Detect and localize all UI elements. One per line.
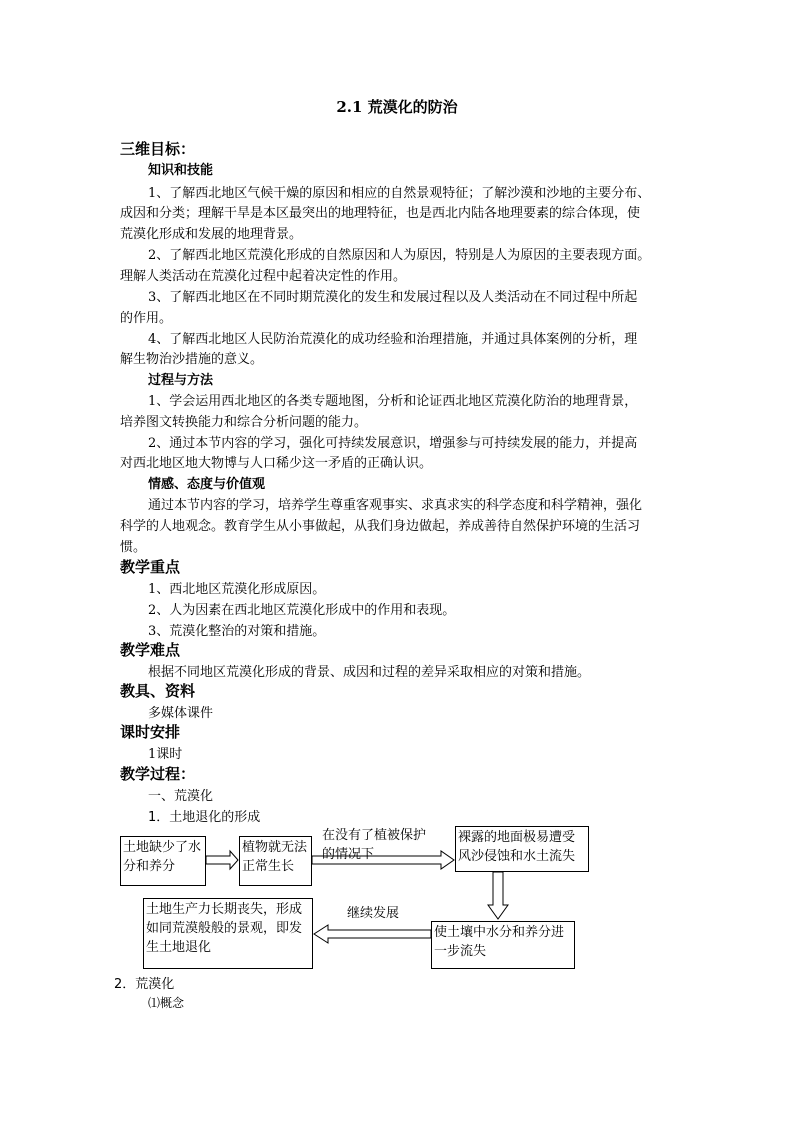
arrow-down <box>488 872 508 919</box>
knowledge-heading: 知识和技能 <box>148 163 214 178</box>
materials-heading: 教具、资料 <box>120 682 196 700</box>
teaching-process-heading: 教学过程： <box>120 765 196 783</box>
attitude-heading: 情感、态度与价值观 <box>148 477 266 492</box>
process-method-line: 对西北地区地大物博与人口稀少这一矛盾的正确认识。 <box>120 456 433 471</box>
knowledge-line: 荒漠化形成和发展的地理背景。 <box>120 227 303 242</box>
knowledge-line: 的作用。 <box>120 311 173 326</box>
knowledge-line: 4、了解西北地区人民防治荒漠化的成功经验和治理措施，并通过具体案例的分析，理 <box>148 332 638 347</box>
key-point-line: 1、西北地区荒漠化形成原因。 <box>148 582 326 597</box>
arrow-right-2 <box>312 851 454 869</box>
flow-box-plants-fail: 植物就无法正常生长 <box>239 836 312 886</box>
key-point-line: 2、人为因素在西北地区荒漠化形成中的作用和表现。 <box>148 603 456 618</box>
page-title: 2.1 荒漠化的防治 <box>336 98 458 116</box>
knowledge-line: 2、了解西北地区荒漠化形成的自然原因和人为原因，特别是人为原因的主要表现方面。 <box>148 248 651 263</box>
knowledge-line: 3、了解西北地区在不同时期荒漠化的发生和发展过程以及人类活动在不同过程中所起 <box>148 290 638 305</box>
difficulties-heading: 教学难点 <box>120 641 181 659</box>
objectives-heading: 三维目标： <box>120 140 196 158</box>
difficulty-line: 根据不同地区荒漠化形成的背景、成因和过程的差异采取相应的对策和措施。 <box>148 665 591 680</box>
attitude-line: 通过本节内容的学习，培养学生尊重客观事实、求真求实的科学态度和科学精神，强化 <box>148 498 643 513</box>
materials-line: 多媒体课件 <box>148 706 214 721</box>
knowledge-line: 1、了解西北地区气候干燥的原因和相应的自然景观特征；了解沙漠和沙地的主要分布、 <box>148 186 651 201</box>
process-method-line: 培养图文转换能力和综合分析问题的能力。 <box>120 415 368 430</box>
knowledge-line: 解生物治沙措施的意义。 <box>120 352 264 367</box>
attitude-line: 惯。 <box>120 540 147 555</box>
flow-label-no-vegetation: 在没有了植被保护的情况下 <box>322 828 427 862</box>
flow-label-continue: 继续发展 <box>347 906 400 921</box>
flow-box-lack-water: 土地缺少了水分和养分 <box>120 836 206 886</box>
subsection-desertification: 2．荒漠化 <box>114 977 175 992</box>
knowledge-line: 理解人类活动在荒漠化过程中起着决定性的作用。 <box>120 269 407 284</box>
key-points-heading: 教学重点 <box>120 558 181 576</box>
key-point-line: 3、荒漠化整治的对策和措施。 <box>148 624 326 639</box>
section-desertification: 一、荒漠化 <box>148 789 214 804</box>
process-method-heading: 过程与方法 <box>148 373 214 388</box>
process-method-line: 1、学会运用西北地区的各类专题地图，分析和论证西北地区荒漠化防治的地理背景， <box>148 394 638 409</box>
flow-box-land-degradation: 土地生产力长期丧失，形成如同荒漠般般的景观，即发生土地退化 <box>143 898 313 969</box>
schedule-heading: 课时安排 <box>120 723 181 741</box>
subsection-concept: ⑴概念 <box>148 996 185 1010</box>
subsection-land-degradation: 1．土地退化的形成 <box>148 810 261 825</box>
process-method-line: 2、通过本节内容的学习，强化可持续发展意识，增强参与可持续发展的能力，并提高 <box>148 436 638 451</box>
attitude-line: 科学的人地观念。教育学生从小事做起，从我们身边做起，养成善待自然保护环境的生活习 <box>120 519 641 534</box>
flow-box-erosion: 裸露的地面极易遭受风沙侵蚀和水土流失 <box>455 826 589 872</box>
knowledge-line: 成因和分类；理解干旱是本区最突出的地理特征，也是西北内陆各地理要素的综合体现，使 <box>120 206 641 221</box>
schedule-line: 1课时 <box>148 747 183 762</box>
arrow-left <box>314 925 431 943</box>
arrow-right-1 <box>206 851 238 869</box>
flow-box-loss-nutrients: 使土壤中水分和养分进一步流失 <box>431 921 575 969</box>
